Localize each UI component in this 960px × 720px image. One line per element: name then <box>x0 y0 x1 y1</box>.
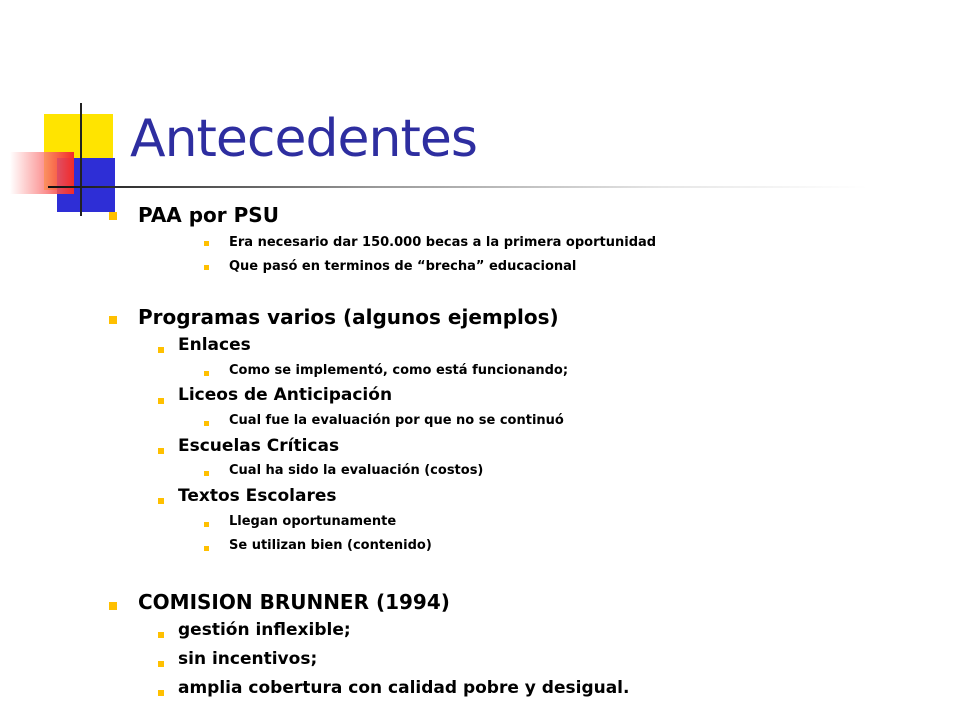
program-name: Liceos de Anticipación <box>178 385 393 405</box>
bullet-icon <box>158 690 164 696</box>
program-detail: Como se implementó, como está funcionando; <box>229 363 569 378</box>
title-underline <box>48 186 868 188</box>
section-1-heading: PAA por PSU <box>138 203 279 227</box>
program-name: Textos Escolares <box>178 486 337 506</box>
bullet-icon <box>204 265 209 270</box>
bullet-icon <box>204 522 209 527</box>
section-3-heading: COMISION BRUNNER (1994) <box>138 590 450 614</box>
bullet-icon <box>158 498 164 504</box>
section-3-item: sin incentivos; <box>178 649 318 669</box>
program-detail: Cual ha sido la evaluación (costos) <box>229 463 484 478</box>
bullet-icon <box>204 546 209 551</box>
section-1-item: Que pasó en terminos de “brecha” educacional <box>229 259 577 274</box>
bullet-icon <box>204 371 209 376</box>
section-1-item: Era necesario dar 150.000 becas a la primera oportunidad <box>229 235 657 250</box>
bullet-icon <box>158 448 164 454</box>
section-3-item: gestión inflexible; <box>178 620 351 640</box>
program-detail: Cual fue la evaluación por que no se continuó <box>229 413 564 428</box>
section-3-item: amplia cobertura con calidad pobre y desigual. <box>178 678 630 698</box>
program-detail: Llegan oportunamente <box>229 514 397 529</box>
bullet-icon <box>158 632 164 638</box>
program-name: Enlaces <box>178 335 251 355</box>
decor-vertical-line <box>80 103 82 216</box>
bullet-icon <box>109 602 117 610</box>
bullet-icon <box>204 421 209 426</box>
program-name: Escuelas Críticas <box>178 436 340 456</box>
bullet-icon <box>204 241 209 246</box>
bullet-icon <box>109 212 117 220</box>
bullet-icon <box>158 661 164 667</box>
section-2-heading: Programas varios (algunos ejemplos) <box>138 305 559 329</box>
bullet-icon <box>158 398 164 404</box>
bullet-icon <box>158 347 164 353</box>
bullet-icon <box>109 316 117 324</box>
slide-title: Antecedentes <box>130 109 477 169</box>
program-detail: Se utilizan bien (contenido) <box>229 538 432 553</box>
bullet-icon <box>204 471 209 476</box>
